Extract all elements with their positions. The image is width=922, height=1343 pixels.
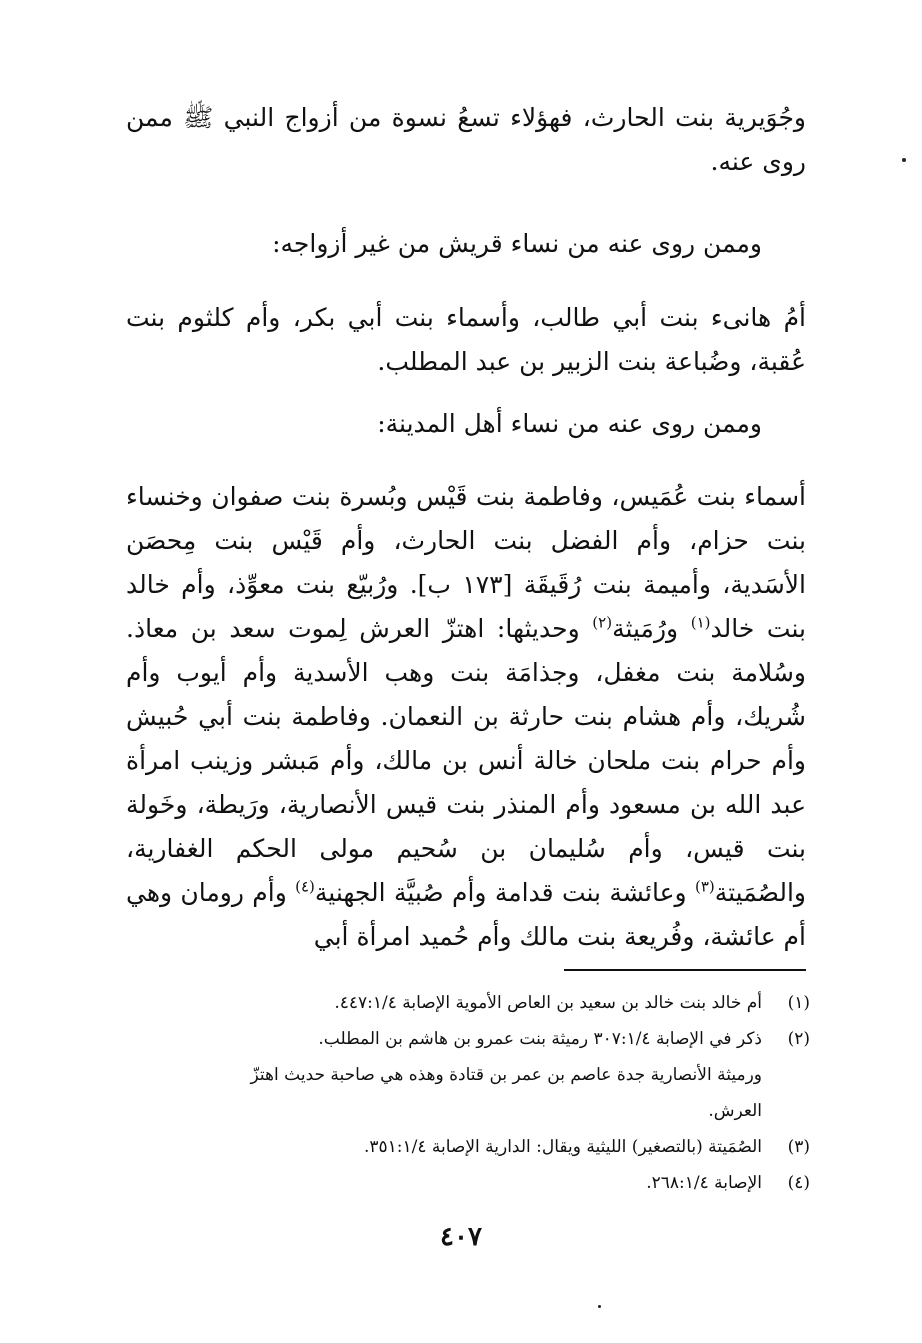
footnote-ref-2[interactable]: (٢)	[592, 613, 613, 632]
footnote-text: الصُمَيتة (بالتصغير) الليثية ويقال: الدارية الإصابة ٣٥١:١/٤.	[363, 1137, 762, 1157]
paragraph-3-part-3: وحديثها: اهتزّ العرش لِموت سعد بن معاذ. وسُلامة بنت مغفل، وجذامَة بنت وهب الأسدية وأم أيوب وأم شُريك، وأم هشام بنت حارثة بن النعمان. وفاطمة بنت أبي حُبيش وأم حرام بنت ملحان خالة أنس بن مالك، وأم مَبشر وزينب امرأة عبد الله بن مسعود وأم المنذر بنت قيس الأنصارية، ورَيطة، وخَولة بنت قيس، وأم سُليمان بن سُحيم مولى الحكم الغفارية، والصُمَيتة	[126, 614, 806, 907]
footnote-number: (٣)	[787, 1137, 810, 1157]
footnote-number: (٢)	[787, 1029, 810, 1049]
footnote-number: (١)	[787, 993, 810, 1013]
footnote-text: الإصابة ٢٦٨:١/٤.	[646, 1173, 762, 1193]
footnote-1	[250, 985, 810, 1021]
footnote-3	[250, 1129, 810, 1165]
paragraph-3-part-1: أسماء بنت عُمَيس، وفاطمة بنت قَيْس وبُسرة بنت صفوان وخنساء بنت حزام، وأم الفضل بنت الحارث، وأم قَيْس بنت مِحصَن الأسَدية، وأميمة بنت رُقَيقَة [١٧٣ ب]. ورُبيّع بنت معوِّذ، وأم خالد بنت خالد	[126, 482, 806, 643]
paragraph-2: أمُ هانىء بنت أبي طالب، وأسماء بنت أبي بكر، وأم كلثوم بنت عُقبة، وضُباعة بنت الزبير بن عبد المطلب.	[126, 303, 806, 376]
paragraph-3-part-5: وأم رومان وهي أم عائشة، وفُريعة بنت مالك وأم حُميد امرأة أبي	[126, 878, 806, 951]
section-heading-quraysh: وممن روى عنه من نساء قريش من غير أزواجه:	[272, 229, 762, 258]
footnote-number: (٤)	[787, 1173, 810, 1193]
paragraph-1: وجُوَيرية بنت الحارث، فهؤلاء تسعُ نسوة من أزواج النبي ﷺ ممن روى عنه.	[126, 103, 806, 176]
scan-speck	[598, 1305, 601, 1308]
footnote-ref-4[interactable]: (٤)	[295, 877, 315, 896]
footnote-2-continuation: ورميثة الأنصارية جدة عاصم بن عمر بن قتادة وهذه هي صاحبة حديث اهتزّ العرش.	[250, 1065, 762, 1121]
footnotes	[250, 985, 810, 1201]
footnote-divider	[564, 969, 806, 971]
footnote-2	[250, 1021, 810, 1057]
section-heading-madina: وممن روى عنه من نساء أهل المدينة:	[377, 409, 762, 438]
paragraph-3-part-2: ورُمَيثة	[612, 614, 691, 643]
page-number: ٤٠٧	[440, 1222, 482, 1252]
paragraph-3	[126, 475, 806, 959]
footnote-text: ذكر في الإصابة ٣٠٧:١/٤ رميثة بنت عمرو بن هاشم بن المطلب.	[318, 1029, 762, 1049]
paragraph-3-part-4: وعائشة بنت قدامة وأم صُبيَّة الجهنية	[314, 878, 695, 907]
footnote-4	[250, 1165, 810, 1201]
footnote-ref-1[interactable]: (١)	[690, 613, 711, 632]
scan-speck	[902, 158, 906, 162]
footnote-ref-3[interactable]: (٣)	[694, 877, 715, 896]
footnote-text: أم خالد بنت خالد بن سعيد بن العاص الأموية الإصابة ٤٤٧:١/٤.	[334, 993, 762, 1013]
